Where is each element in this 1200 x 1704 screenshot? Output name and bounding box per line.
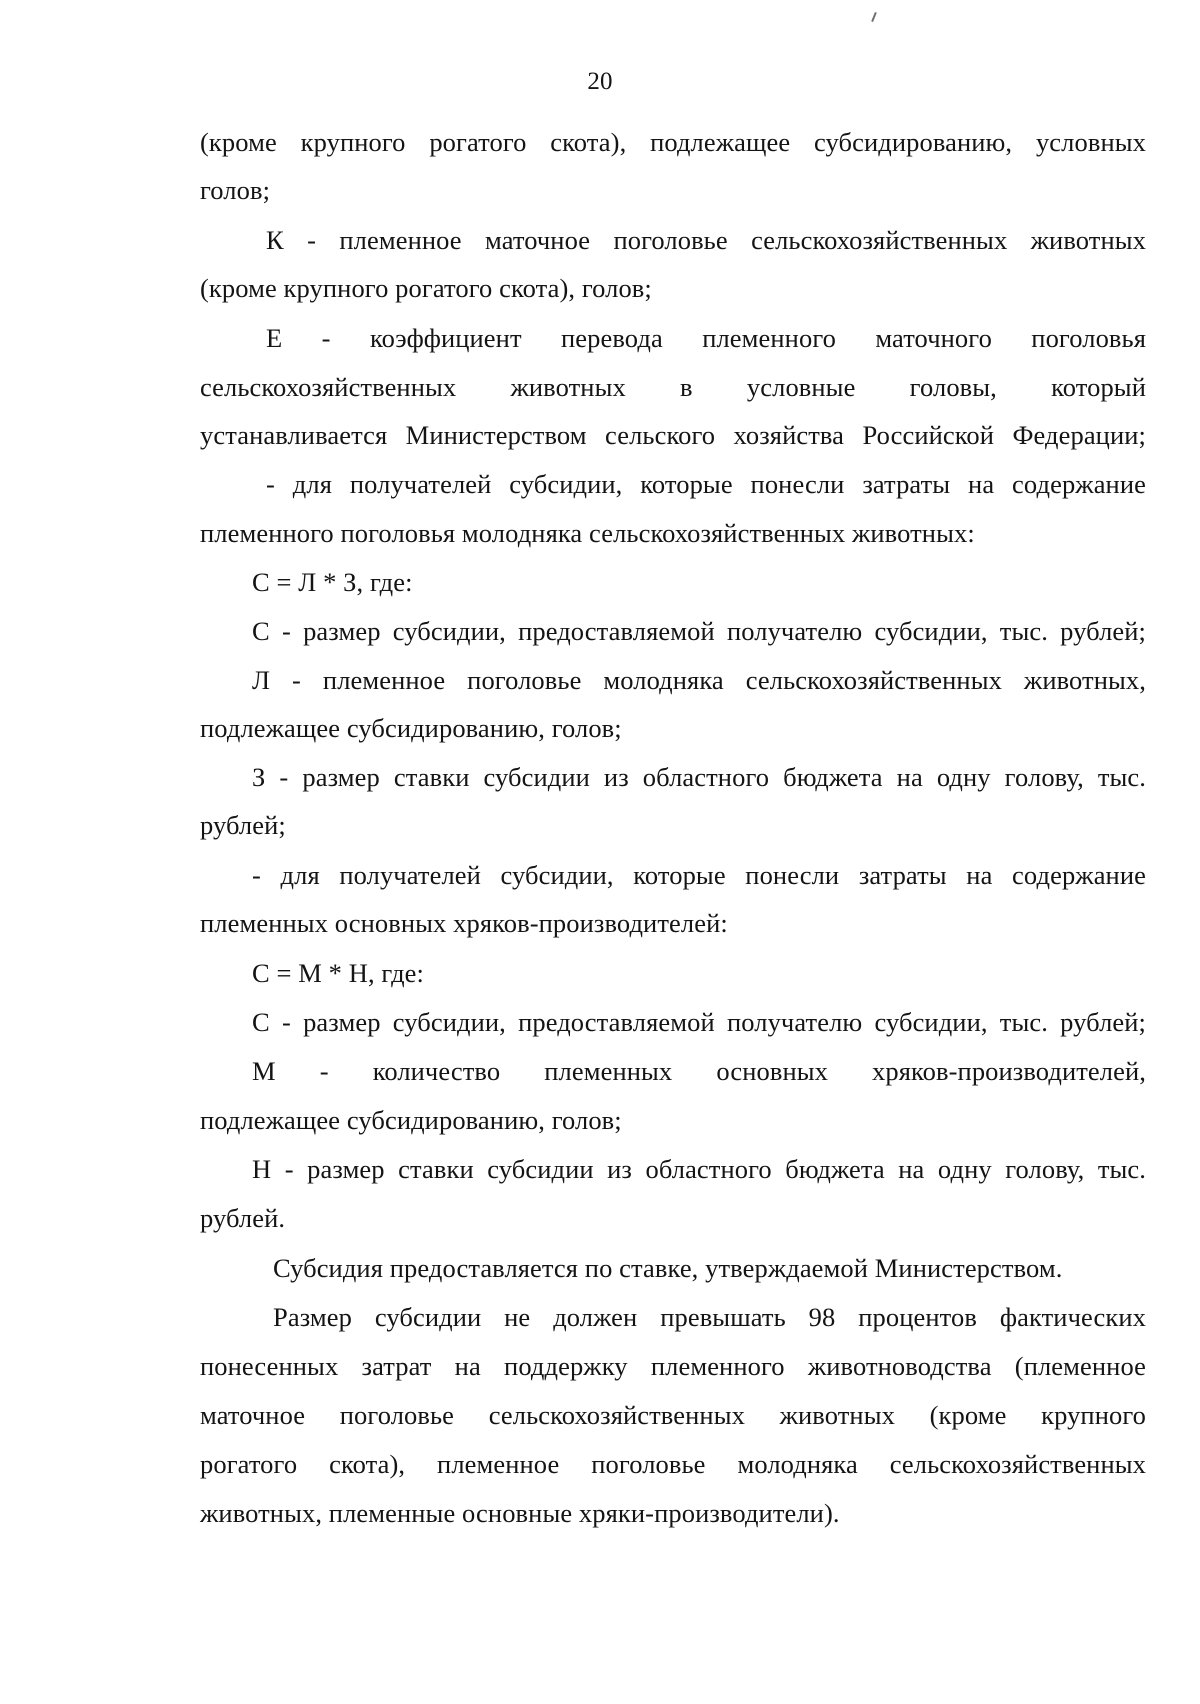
text-line: Субсидия предоставляется по ставке, утверждаемой Министерством. (273, 1253, 1063, 1283)
text-line: голов; (200, 175, 271, 205)
text-line: Размер субсидии не должен превышать 98 процентов фактических (273, 1302, 1146, 1332)
text-line: С - размер субсидии, предоставляемой получателю субсидии, тыс. рублей; (252, 616, 1146, 646)
text-line: подлежащее субсидированию, голов; (200, 1105, 622, 1135)
text-line: Е - коэффициент перевода племенного маточного поголовья (266, 323, 1146, 353)
text-line: Н - размер ставки субсидии из областного бюджета на одну голову, тыс. (252, 1154, 1146, 1184)
text-line: рублей; (200, 810, 286, 840)
text-line: (кроме крупного рогатого скота), подлежащее субсидированию, условных (200, 127, 1146, 157)
formula-line: С = Л * З, где: (252, 567, 413, 597)
text-line: племенного поголовья молодняка сельскохозяйственных животных: (200, 518, 975, 548)
text-line: (кроме крупного рогатого скота), голов; (200, 273, 652, 303)
formula-line: С = М * Н, где: (252, 958, 424, 988)
text-line: Л - племенное поголовье молодняка сельскохозяйственных животных, (252, 665, 1146, 695)
text-line: рогатого скота), племенное поголовье молодняка сельскохозяйственных (200, 1449, 1146, 1479)
scan-mark (871, 12, 877, 22)
text-line: понесенных затрат на поддержку племенного животноводства (племенное (200, 1351, 1146, 1381)
text-line: сельскохозяйственных животных в условные головы, который (200, 372, 1146, 402)
text-line: - для получателей субсидии, которые понесли затраты на содержание (266, 469, 1146, 499)
text-line: С - размер субсидии, предоставляемой получателю субсидии, тыс. рублей; (252, 1007, 1146, 1037)
text-line: маточное поголовье сельскохозяйственных животных (кроме крупного (200, 1400, 1146, 1430)
text-line: племенных основных хряков-производителей: (200, 908, 728, 938)
text-line: животных, племенные основные хряки-производители). (200, 1498, 840, 1528)
text-line: - для получателей субсидии, которые понесли затраты на содержание (252, 860, 1146, 890)
text-line: устанавливается Министерством сельского хозяйства Российской Федерации; (200, 420, 1146, 450)
text-line: З - размер ставки субсидии из областного бюджета на одну голову, тыс. (252, 762, 1146, 792)
text-line: рублей. (200, 1203, 286, 1233)
text-line: подлежащее субсидированию, голов; (200, 713, 622, 743)
text-line: М - количество племенных основных хряков-производителей, (252, 1056, 1146, 1086)
text-line: К - племенное маточное поголовье сельскохозяйственных животных (266, 225, 1146, 255)
page-number: 20 (587, 68, 613, 95)
